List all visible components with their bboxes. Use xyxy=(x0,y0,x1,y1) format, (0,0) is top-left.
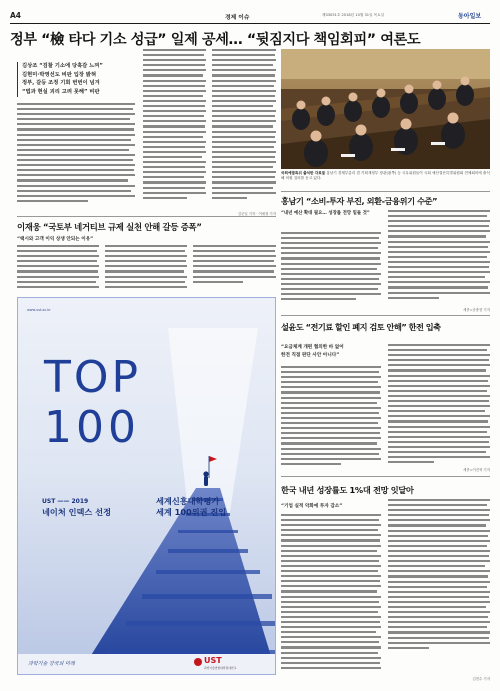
ad-title-bottom: 100 xyxy=(44,402,140,453)
ad-right-top: 세계신흥대학평가 xyxy=(156,496,220,506)
ust-advertisement xyxy=(17,297,276,675)
bottom-subhead: “기업 실적 악화에 투자 감소” xyxy=(281,504,343,509)
right1-body-col-1 xyxy=(281,232,381,308)
divider xyxy=(281,315,490,316)
ad-url: www.ust.ac.kr xyxy=(27,308,51,312)
subhead-line: 김현미·박영선도 비판 입장 밝혀 xyxy=(22,71,97,78)
right1-body-col-2 xyxy=(388,210,490,308)
cabinet-meeting-photo xyxy=(281,49,490,169)
sub1-body-col-1 xyxy=(17,245,99,292)
photo-caption xyxy=(281,171,490,181)
lead-body-col-2 xyxy=(143,49,206,209)
ad-left-bottom: 네이처 인덱스 선정 xyxy=(42,507,111,517)
right1-headline: 홍남기 “소비-투자 부진, 외환-금융위기 수준” xyxy=(281,196,438,206)
lead-body-col-3 xyxy=(212,49,276,209)
section-label: 경제 이슈 xyxy=(225,15,250,21)
photo-caption-title: 국회예결특위 출석한 각료들 xyxy=(281,171,326,175)
ust-logo-icon xyxy=(194,658,202,666)
right1-byline: 세종=송충현 기자 xyxy=(463,308,490,312)
sub1-body-col-2 xyxy=(105,245,187,292)
lead-byline: 김준일 기자 · 이세형 기자 xyxy=(237,212,276,216)
sub1-quote: “택시와 고객 이익 상생 안되는 이유” xyxy=(17,237,94,242)
divider xyxy=(281,191,490,192)
bottom-headline: 한국 내년 성장률도 1%대 전망 잇달아 xyxy=(281,485,414,495)
photo-caption-text: 홍남기 경제부총리 겸 기획재정부 장관(왼쪽) 등 국무위원들이 국회 예산결산특별위원회 전체회의에 출석해 의원 질의를 듣고 있다. xyxy=(281,171,490,180)
bottom-body-col-2 xyxy=(388,499,490,679)
right2-headline: 설윤도 “전기료 할인 폐지 검토 안해” 한전 입축 xyxy=(281,322,441,332)
lead-subhead xyxy=(17,62,137,97)
ad-logo-sub: 과학기술연합대학원대학교 xyxy=(204,666,237,670)
ad-title-top: TOP xyxy=(44,352,142,403)
right1-subhead-text: “내년 예산 확대 필요… 성장률 전망 밑돌 것” xyxy=(281,211,370,216)
ad-slogan: 과학기술 강국의 미래 xyxy=(28,661,75,667)
sub1-body-col-3 xyxy=(193,245,276,292)
paper-name: 동아일보 xyxy=(458,13,482,20)
lead-headline: 정부 “檢 타다 기소 성급” 일제 공세… “뒷짐지다 책임회피” 여론도 xyxy=(10,32,421,48)
sub1-headline: 이재웅 “국토부 네거티브 규제 실천 안해 갈등 증폭” xyxy=(17,222,202,232)
date-line: 제33051호 2018년 10월 31일 목요일 xyxy=(322,13,385,17)
right2-subhead-line: 한전 직접 판단 사안 아니다” xyxy=(281,353,340,358)
bottom-byline: 김현수 기자 xyxy=(472,677,490,681)
right1-subhead xyxy=(281,210,381,217)
ad-right-bottom: 세계 100위권 진입 xyxy=(156,507,227,517)
header-rule xyxy=(10,23,490,24)
ad-left-top: UST —— 2019 xyxy=(42,498,89,505)
page-number: A4 xyxy=(10,11,22,20)
lead-photo xyxy=(281,49,490,169)
subhead-line: 김상조 “검찰 기소에 당혹감 느껴” xyxy=(22,63,103,69)
divider xyxy=(281,476,490,477)
right2-byline: 세종=이건혁 기자 xyxy=(463,468,490,472)
bottom-body-col-1 xyxy=(281,514,381,674)
subhead-line: “법과 현실 괴리 고려 못해” 비판 xyxy=(22,89,100,96)
lead-body-col-1 xyxy=(17,103,135,209)
divider xyxy=(17,216,276,217)
right2-body-col-2 xyxy=(388,344,490,466)
ad-logo xyxy=(194,656,274,672)
right2-subhead xyxy=(281,344,391,360)
ad-logo-text: UST xyxy=(204,656,222,665)
subhead-line: 정부, 갈등 조정 기회 번번이 넘겨 xyxy=(22,80,100,87)
page-header xyxy=(10,10,490,22)
right2-body-col-1 xyxy=(281,366,381,466)
right2-subhead-line: “요금체계 개편 협의한 바 없어 xyxy=(281,345,344,350)
